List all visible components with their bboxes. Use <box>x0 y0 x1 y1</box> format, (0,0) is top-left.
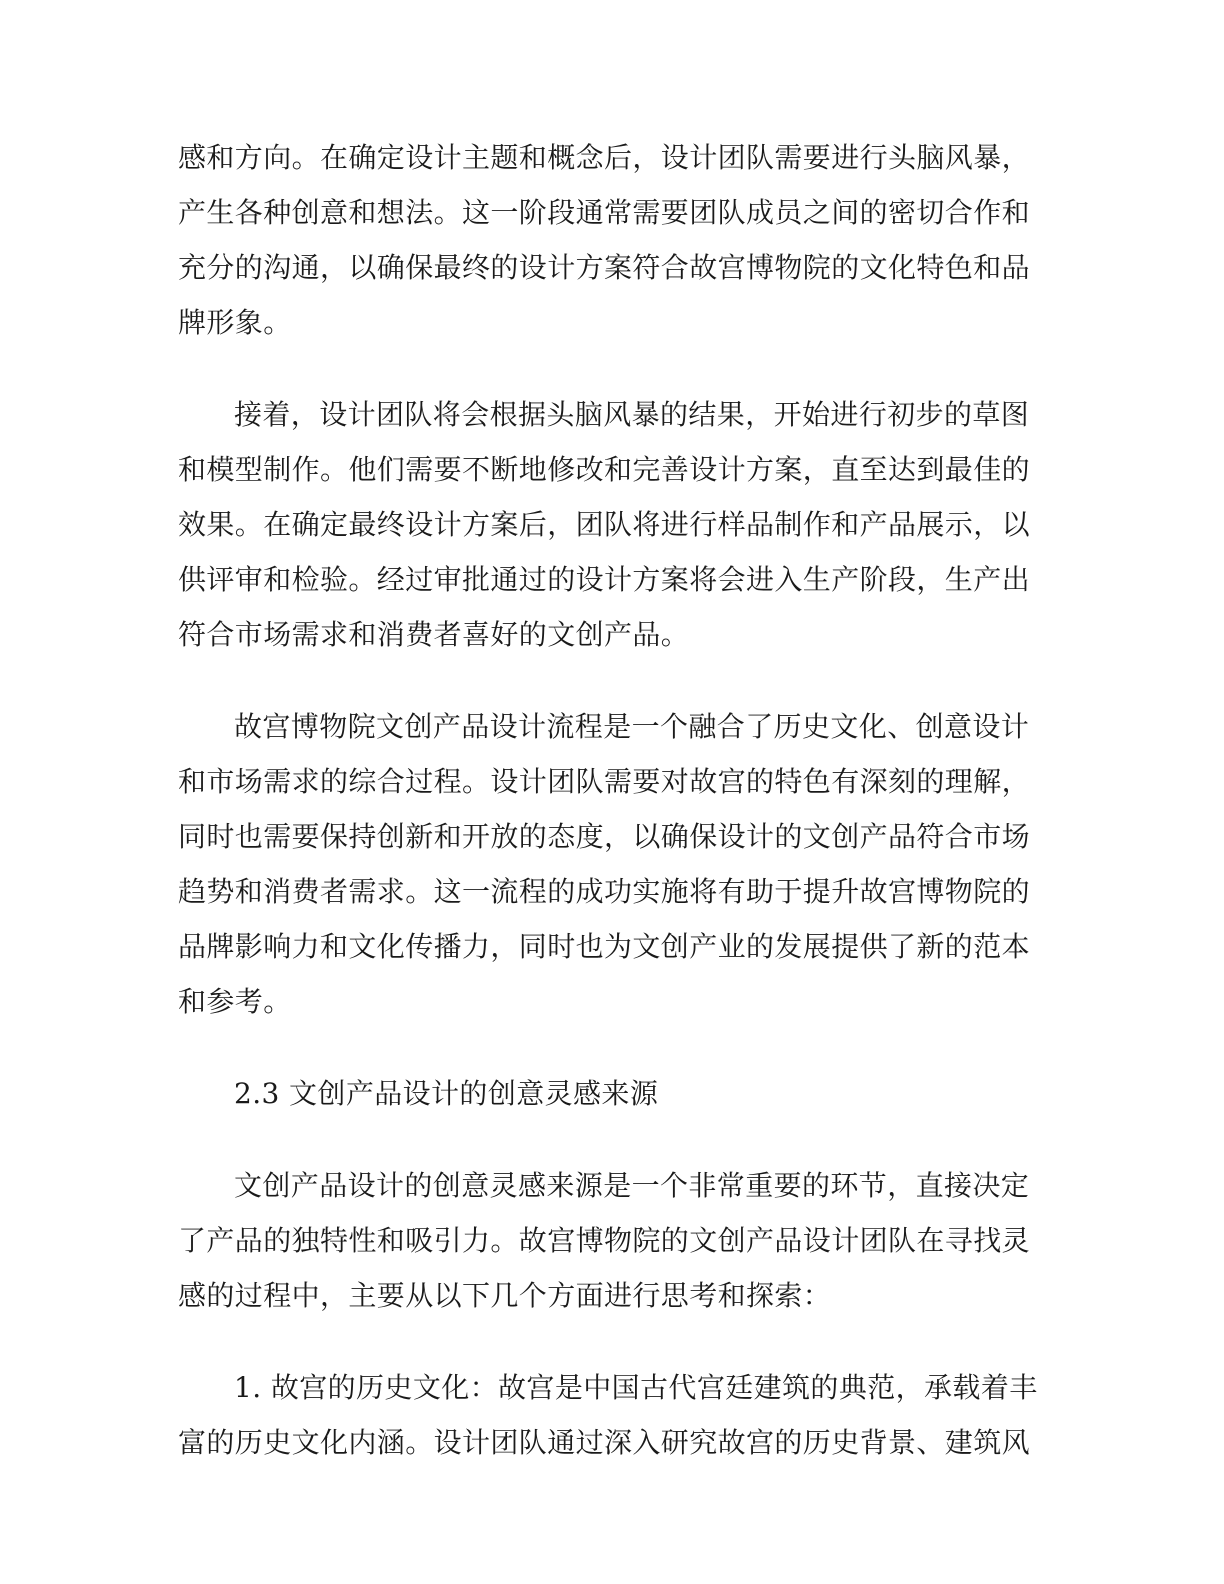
paragraph-3 <box>178 699 1031 1029</box>
text-line: 故宫博物院文创产品设计流程是一个融合了历史文化、创意设计 <box>234 710 1030 743</box>
paragraph-4 <box>178 1158 1031 1323</box>
text-line: 感的过程中，主要从以下几个方面进行思考和探索： <box>178 1279 832 1312</box>
text-line: 产生各种创意和想法。这一阶段通常需要团队成员之间的密切合作和 <box>178 196 1031 229</box>
text-line: 充分的沟通，以确保最终的设计方案符合故宫博物院的文化特色和品 <box>178 251 1031 284</box>
text-line: 富的历史文化内涵。设计团队通过深入研究故宫的历史背景、建筑风 <box>178 1426 1031 1459</box>
text-line: 同时也需要保持创新和开放的态度，以确保设计的文创产品符合市场 <box>178 820 1031 853</box>
text-line: 牌形象。 <box>178 306 292 339</box>
text-line: 效果。在确定最终设计方案后，团队将进行样品制作和产品展示，以 <box>178 508 1031 541</box>
text-line: 和参考。 <box>178 985 292 1018</box>
text-line: 和市场需求的综合过程。设计团队需要对故宫的特色有深刻的理解， <box>178 765 1031 798</box>
section-heading: 2.3 文创产品设计的创意灵感来源 <box>234 1077 659 1110</box>
text-line: 文创产品设计的创意灵感来源是一个非常重要的环节，直接决定 <box>234 1169 1030 1202</box>
text-line: 供评审和检验。经过审批通过的设计方案将会进入生产阶段，生产出 <box>178 563 1031 596</box>
paragraph-5 <box>178 1360 1038 1470</box>
text-line: 1. 故宫的历史文化：故宫是中国古代宫廷建筑的典范，承载着丰 <box>234 1371 1038 1404</box>
text-line: 感和方向。在确定设计主题和概念后，设计团队需要进行头脑风暴， <box>178 141 1031 174</box>
text-line: 品牌影响力和文化传播力，同时也为文创产业的发展提供了新的范本 <box>178 930 1031 963</box>
text-line: 接着，设计团队将会根据头脑风暴的结果，开始进行初步的草图 <box>234 398 1030 431</box>
text-line: 符合市场需求和消费者喜好的文创产品。 <box>178 618 690 651</box>
paragraph-2 <box>178 387 1031 662</box>
document-body <box>178 130 1038 1507</box>
text-line: 趋势和消费者需求。这一流程的成功实施将有助于提升故宫博物院的 <box>178 875 1031 908</box>
paragraph-1 <box>178 130 1031 350</box>
text-line: 和模型制作。他们需要不断地修改和完善设计方案，直至达到最佳的 <box>178 453 1031 486</box>
text-line: 了产品的独特性和吸引力。故宫博物院的文创产品设计团队在寻找灵 <box>178 1224 1031 1257</box>
